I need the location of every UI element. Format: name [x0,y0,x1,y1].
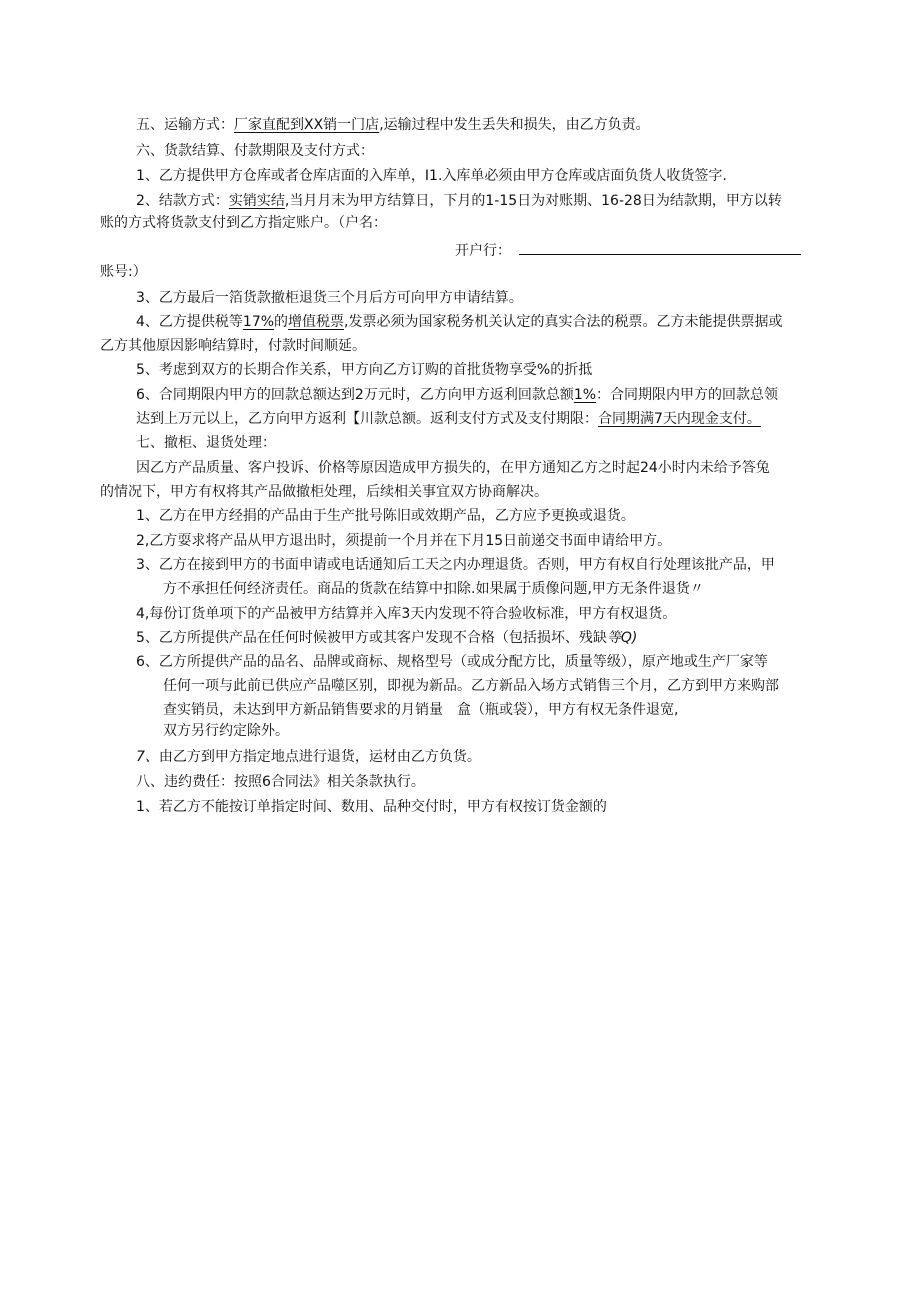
clause-6-6-payment-term: 合同期满7天内现金支付。 [598,411,761,427]
bank-line [455,238,801,258]
clause-6-3: 3、乙方最后一箔货款撤柜退货三个月后方可向甲方申请结算。 [136,290,523,306]
clause-8-title: 八、违约费任：按照6合同法》相关条款执行。 [136,774,425,790]
account-label: 账号:） [100,264,147,280]
clause-6-2-rest: ,当月月末为甲方结算日，下月的1-15日为对账期、16-28日为结款期，甲方以转 [284,193,782,209]
clause-6-4-mid: 的 [274,314,289,330]
clause-5-delivery-underlined: 厂家直配到XX销一门店 [234,117,380,133]
clause-5-rest: ,运输过程中发生丢失和损失，由乙方负责。 [379,117,650,133]
clause-6-2-underlined: 实销实结 [228,193,285,209]
clause-6-1: 1、乙方提供甲方仓库或者仓库店面的入库单，I1.入库单必须由甲方仓库或店面负货人收货签字. [136,168,727,184]
bank-label: 开户行： [455,243,511,259]
clause-7-7 [136,747,481,767]
clause-7-5 [136,628,637,648]
clause-6-4-invoice-type: 增值税票 [288,314,345,330]
clause-7-6: 6、乙方所提供产品的品名、品牌或商标、规格型号（或成分配方比，质量等级），原产地或生产厂家等 [136,654,768,670]
clause-6-6-rest: ：合同期限内甲方的回款总领 [596,387,779,403]
clause-6-2-cont: 账的方式将货款支付到乙方指定账户。（户名： [100,215,387,231]
clause-6-4-rest: ,发票必须为国家税务机关认定的真实合法的税票。乙方未能提供票据或 [344,314,783,330]
clause-7-6-cont2-pre: 查实销员，未达到甲方新品销售要求的月销量 [163,702,443,718]
clause-7-3: 3、乙方在接到甲方的书面申请或电话通知后工天之内办理退货。否则，甲方有权自行处理该批产品，甲 [136,557,775,573]
clause-6-6-cont [136,409,761,429]
clause-6-5: 5、考虑到双方的长期合作关系，甲方向乙方订购的首批货物享受%的折抵 [136,362,593,378]
clause-7-7-rest: 由乙方到甲方指定地点进行退货，运材由乙方负货。 [158,749,481,765]
clause-6-2-pre: 2、结款方式： [136,193,229,209]
clause-7-intro: 因乙方产品质量、客户投诉、价格等原因造成甲方损失的，在甲方通知乙方之时起24小时内未给予答兔 [136,460,770,476]
clause-6-6-cont-pre: 达到上万元以上，乙方向甲方返利【川款总额。返利支付方式及支付期限： [136,411,598,427]
clause-6-4-cont: 乙方其他原因影响结算时，付款时间顺延。 [100,338,366,354]
clause-6-6-rate: 1% [573,387,597,403]
clause-7-title: 七、撤柜、退货处理： [136,435,276,451]
clause-7-6-cont3: 双方另行约定除外。 [163,723,289,739]
clause-6-6 [136,385,778,405]
clause-7-5-pre: 5、乙方所提供产品在任何时候被甲方或其客户发现不合格（包括损坏、残缺 [136,630,607,646]
clause-6-4-rate: 17% [242,314,275,330]
clause-6-title: 六、货款结算、付款期限及支付方式： [136,143,374,159]
bank-blank-line [519,238,801,255]
clause-6-4-pre: 4、乙方提供税等 [136,314,243,330]
clause-7-intro-cont: 的情况下，甲方有权将其产品做撤柜处理，后续相关事宜双方协商解决。 [100,484,548,500]
clause-7-7-number: 7、 [136,749,159,765]
clause-7-6-cont1: 任何一项与此前已供应产品噬区别，即视为新品。乙方新品入场方式销售三个月，乙方到甲方来购部 [163,678,779,694]
clause-6-2 [136,191,782,211]
clause-7-6-cont2 [163,700,678,720]
clause-7-3-cont: 方不承担任何经济责任。商品的货款在结算中扣除.如果属于质像问题,甲方无条件退货〃 [163,581,704,597]
clause-7-5-tail: 等Q) [606,630,638,646]
clause-6-4 [136,312,783,332]
clause-6-6-pre: 6、合同期限内甲方的回款总额达到2万元时，乙方向甲方返利回款总额 [136,387,574,403]
clause-5-label: 五、运输方式： [136,117,234,133]
clause-7-4: 4,每份订货单项下的产品被甲方结算并入库3天内发现不符合验收标准，甲方有权退货。 [136,606,677,622]
clause-7-2: 2,乙方耍求将产品从甲方退出时，须提前一个月并在下月15日前递交书面申请给甲方。 [136,533,672,549]
clause-8-1: 1、若乙方不能按订单指定时间、数用、品种交付时，甲方有权按订货金额的 [136,799,607,815]
clause-7-1: 1、乙方在甲方经捐的产品由于生产批号陈旧或效期产品，乙方应予更换或退货。 [136,508,635,524]
clause-5-transport [136,115,650,135]
clause-7-6-cont2-rest: 盒（瓶或袋），甲方有权无条件退宽, [457,702,679,718]
